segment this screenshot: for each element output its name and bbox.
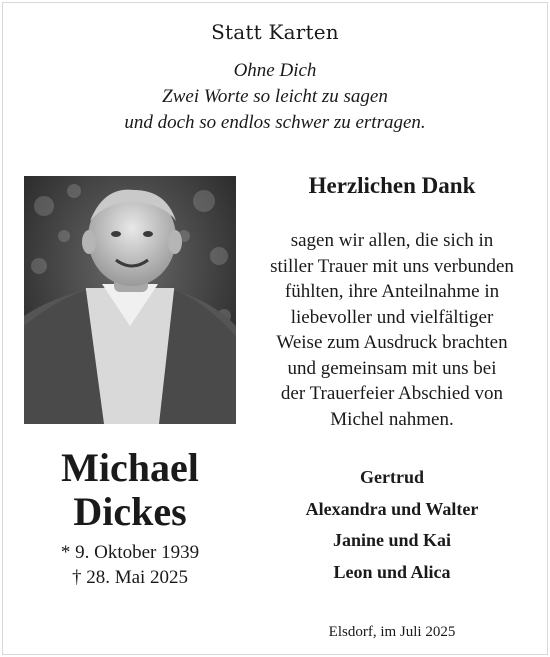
signers-list (250, 462, 534, 588)
signer: Leon und Alica (333, 561, 451, 582)
place-date: Elsdorf, im Juli 2025 (328, 624, 456, 640)
last-name: Dickes (73, 489, 187, 534)
life-dates (24, 540, 236, 590)
thanks-line: Weise zum Ausdruck brachten (276, 332, 508, 353)
portrait-photo (24, 176, 236, 424)
thanks-line: Michel nahmen. (330, 408, 454, 430)
death-date: † 28. Mai 2025 (71, 567, 189, 588)
thanks-line: der Trauerfeier Abschied von (280, 383, 504, 404)
birth-date: * 9. Oktober 1939 (60, 542, 200, 563)
thanks-section (250, 172, 534, 432)
thanks-line: fühlten, ihre Anteilnahme in (284, 281, 500, 302)
signer: Alexandra und Walter (305, 498, 479, 519)
thanks-line: sagen wir allen, die sich in (290, 230, 494, 251)
thanks-line: liebevoller und vielfältiger (290, 306, 494, 328)
poem-line: Zwei Worte so leicht zu sagen (162, 86, 388, 107)
card-title: Statt Karten (211, 20, 339, 44)
deceased-name (24, 446, 236, 534)
poem (0, 58, 550, 136)
portrait-image (24, 176, 236, 424)
thanks-heading: Herzlichen Dank (308, 173, 476, 198)
header (0, 20, 550, 136)
thanks-text (250, 228, 534, 432)
poem-line: Ohne Dich (233, 60, 317, 81)
first-name: Michael (61, 445, 199, 490)
signer: Janine und Kai (332, 530, 452, 550)
poem-line: und doch so endlos schwer zu ertragen. (124, 112, 426, 133)
signer: Gertrud (360, 467, 424, 487)
thanks-line: und gemeinsam mit uns bei (287, 357, 497, 379)
thanks-line: stiller Trauer mit uns verbunden (270, 255, 514, 277)
